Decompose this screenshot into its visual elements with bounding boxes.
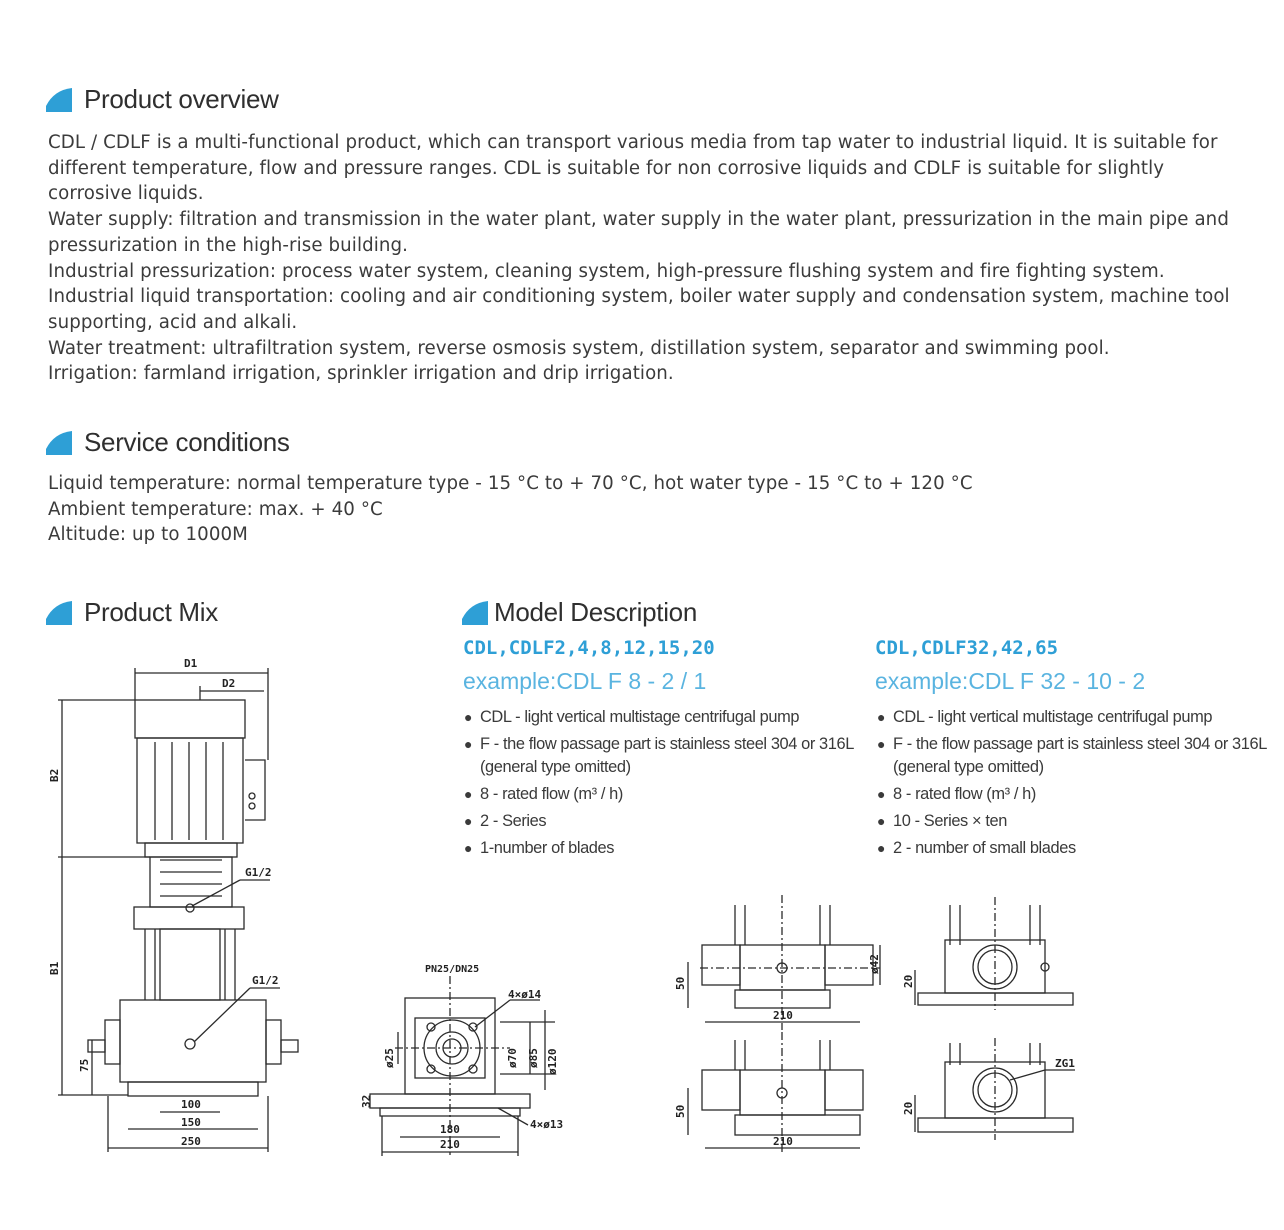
- dim-label: D1: [184, 657, 198, 670]
- overview-paragraph: CDL / CDLF is a multi-functional product, which can transport various media from tap water to industrial liquid. It is suitable for different temperature, flow and pressure ranges. CDL is suitable for non corrosive liquids and CDLF is suitable for slightly corrosive liquids.: [48, 132, 1218, 205]
- dim-label: B1: [48, 961, 61, 975]
- dim-label: 180: [440, 1123, 460, 1136]
- dim-label: 50: [674, 976, 687, 990]
- list-item: ● 8 - rated flow (m³ / h): [464, 785, 623, 803]
- list-item: ● 1-number of blades: [464, 839, 615, 857]
- model-right-example: example:CDL F 32 - 10 - 2: [875, 668, 1146, 694]
- list-item-note: (general type omitted): [893, 758, 1044, 776]
- dim-label: 4×ø13: [530, 1118, 564, 1131]
- overview-paragraph: Water treatment: ultrafiltration system, reverse osmosis system, distillation system, separator and swimming pool.: [48, 337, 1110, 359]
- dim-label: 100: [181, 1098, 201, 1111]
- service-title: Service conditions: [84, 427, 290, 457]
- product-mix-title: Product Mix: [84, 597, 218, 627]
- base-view-3: [915, 897, 1073, 1010]
- dim-label: 210: [773, 1009, 793, 1022]
- list-item: ● F - the flow passage part is stainless steel 304 or 316L (general type omitted): [875, 733, 1280, 779]
- dim-label: 32: [360, 1094, 373, 1108]
- dim-label: ø70: [506, 1048, 519, 1068]
- list-item: ● CDL - light vertical multistage centrifugal pump: [464, 708, 800, 726]
- service-line: Liquid temperature: normal temperature type - 15 °C to + 70 °C, hot water type - 15 °C to + 120 °C: [48, 473, 973, 494]
- dim-label: 210: [773, 1135, 793, 1148]
- model-right-heading: CDL,CDLF32,42,65: [875, 637, 1059, 659]
- dim-label: 20: [902, 974, 915, 988]
- list-item: ● 2 - number of small blades: [877, 839, 1076, 857]
- model-description-title: Model Description: [494, 597, 697, 627]
- overview-paragraph: Industrial pressurization: process water system, cleaning system, high-pressure flushing system and fire fighting system.: [48, 260, 1165, 282]
- overview-paragraph: Industrial liquid transportation: cooling and air conditioning system, boiler water supply and condensation system, machine tool supporting, acid and alkali.: [48, 286, 1230, 333]
- dim-label: PN25/DN25: [425, 964, 480, 975]
- list-item-note: (general type omitted): [480, 758, 631, 776]
- service-line: Altitude: up to 1000M: [48, 524, 248, 546]
- pump-elevation-drawing: [58, 668, 298, 1152]
- dim-label: G1/2: [252, 974, 279, 987]
- list-item: ● 8 - rated flow (m³ / h): [877, 785, 1036, 803]
- model-left-heading: CDL,CDLF2,4,8,12,15,20: [463, 637, 715, 659]
- dim-label: B2: [48, 768, 61, 782]
- dim-label: 210: [440, 1138, 460, 1151]
- service-line: Ambient temperature: max. + 40 °C: [48, 498, 383, 520]
- dim-label: ø42: [868, 954, 881, 974]
- dim-label: ø120: [546, 1048, 559, 1075]
- list-item: ● CDL - light vertical multistage centrifugal pump: [877, 708, 1213, 726]
- dim-label: ZG1: [1055, 1057, 1075, 1070]
- dim-label: 4×ø14: [508, 988, 542, 1001]
- overview-title: Product overview: [84, 84, 279, 114]
- dim-label: ø25: [383, 1048, 396, 1068]
- dim-label: ø85: [527, 1048, 540, 1068]
- dim-label: 75: [78, 1058, 91, 1072]
- overview-paragraph: Irrigation: farmland irrigation, sprinkler irrigation and drip irrigation.: [48, 363, 674, 385]
- list-item: ● F - the flow passage part is stainless steel 304 or 316L (general type omitted): [462, 733, 862, 779]
- dim-label: D2: [222, 677, 236, 690]
- dim-label: 50: [674, 1104, 687, 1118]
- list-item: ● 2 - Series: [464, 812, 547, 830]
- base-view-4: [915, 1038, 1075, 1140]
- list-item: ● 10 - Series × ten: [877, 812, 1007, 830]
- dim-label: 20: [902, 1101, 915, 1115]
- model-left-example: example:CDL F 8 - 2 / 1: [463, 668, 707, 694]
- dim-label: 150: [181, 1116, 201, 1129]
- overview-paragraph: Water supply: filtration and transmission in the water plant, water supply in the water plant, pressurization in the main pipe and pressurization in the high-rise building.: [48, 209, 1229, 256]
- dim-label: 250: [181, 1135, 201, 1148]
- dim-label: G1/2: [245, 866, 272, 879]
